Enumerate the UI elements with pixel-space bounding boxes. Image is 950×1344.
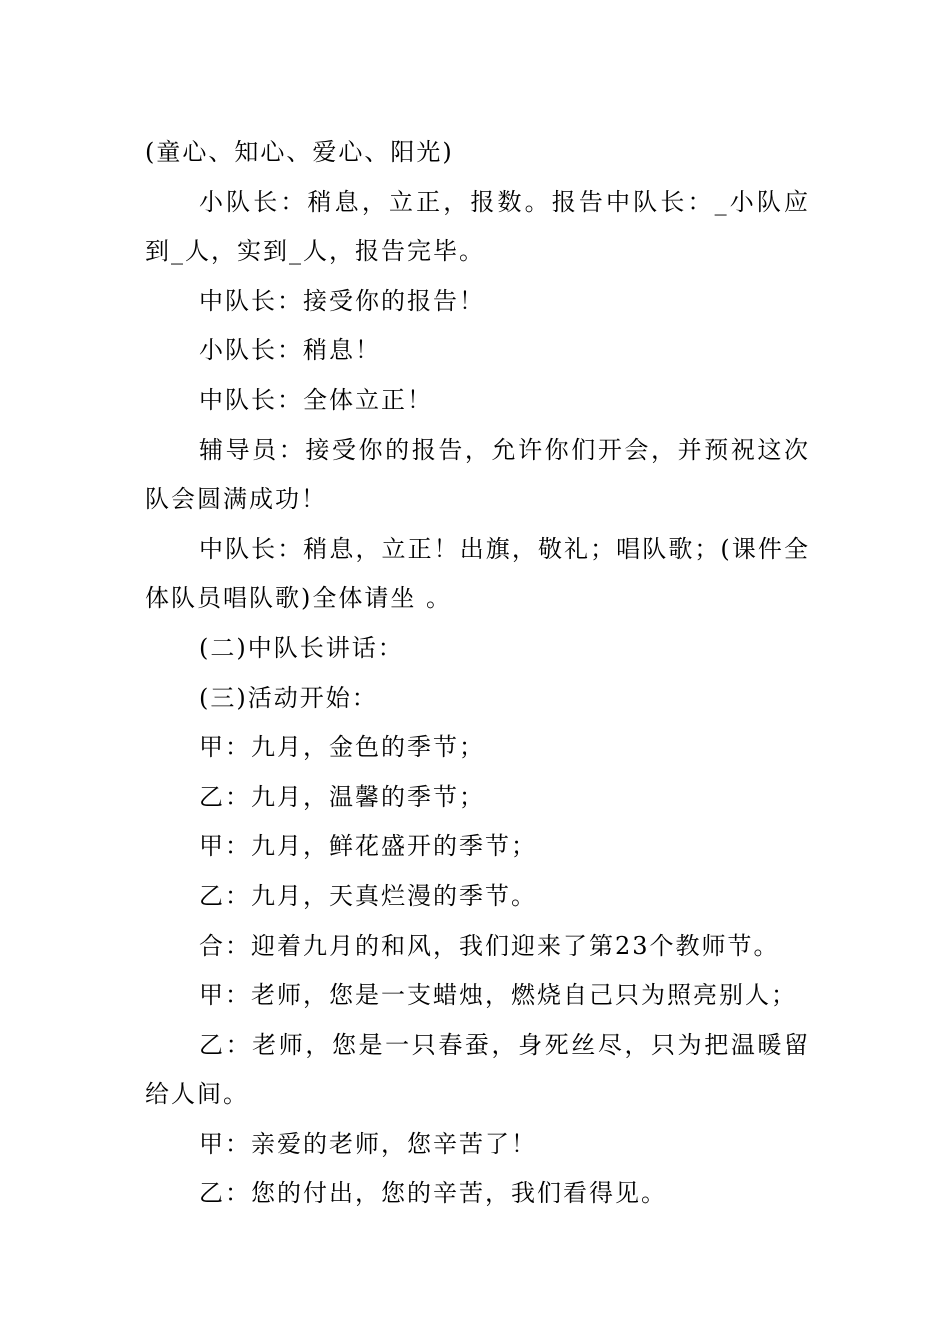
paragraph-squad-leader-rest: 小队长：稍息！	[199, 336, 381, 365]
paragraph-line-b2: 乙：九月，天真烂漫的季节。	[199, 881, 537, 910]
paragraph-section-two: (二)中队长讲话：	[199, 633, 404, 662]
paragraph-captain-flag: 中队长：稍息，立正！出旗，敬礼；唱队歌；(课件全体队员唱队歌)全体请坐 。	[145, 534, 810, 613]
paragraph-line-a3: 甲：老师，您是一支蜡烛，燃烧自己只为照亮别人；	[199, 981, 797, 1010]
paragraph-line-b1: 乙：九月，温馨的季节；	[199, 782, 485, 811]
paragraph-theme: (童心、知心、爱心、阳光)	[145, 138, 454, 166]
paragraph-captain-accept: 中队长：接受你的报告！	[199, 286, 485, 315]
paragraph-together: 合：迎着九月的和风，我们迎来了第23个教师节。	[199, 931, 780, 960]
paragraph-line-b3: 乙：老师，您是一只春蚕，身死丝尽，只为把温暖留给人间。	[145, 1030, 810, 1109]
paragraph-counselor: 辅导员：接受你的报告，允许你们开会，并预祝这次队会圆满成功！	[145, 435, 810, 514]
paragraph-line-b4: 乙：您的付出，您的辛苦，我们看得见。	[199, 1179, 667, 1208]
paragraph-line-a1: 甲：九月，金色的季节；	[199, 733, 485, 762]
paragraph-captain-attention: 中队长：全体立正！	[199, 385, 433, 414]
document-body	[145, 128, 810, 1219]
paragraph-section-three: (三)活动开始：	[199, 683, 378, 712]
paragraph-line-a4: 甲：亲爱的老师，您辛苦了！	[199, 1129, 537, 1158]
paragraph-squad-leader-report: 小队长：稍息，立正，报数。报告中队长：_小队应到_人，实到_人，报告完毕。	[145, 187, 810, 266]
paragraph-line-a2: 甲：九月，鲜花盛开的季节；	[199, 832, 537, 861]
